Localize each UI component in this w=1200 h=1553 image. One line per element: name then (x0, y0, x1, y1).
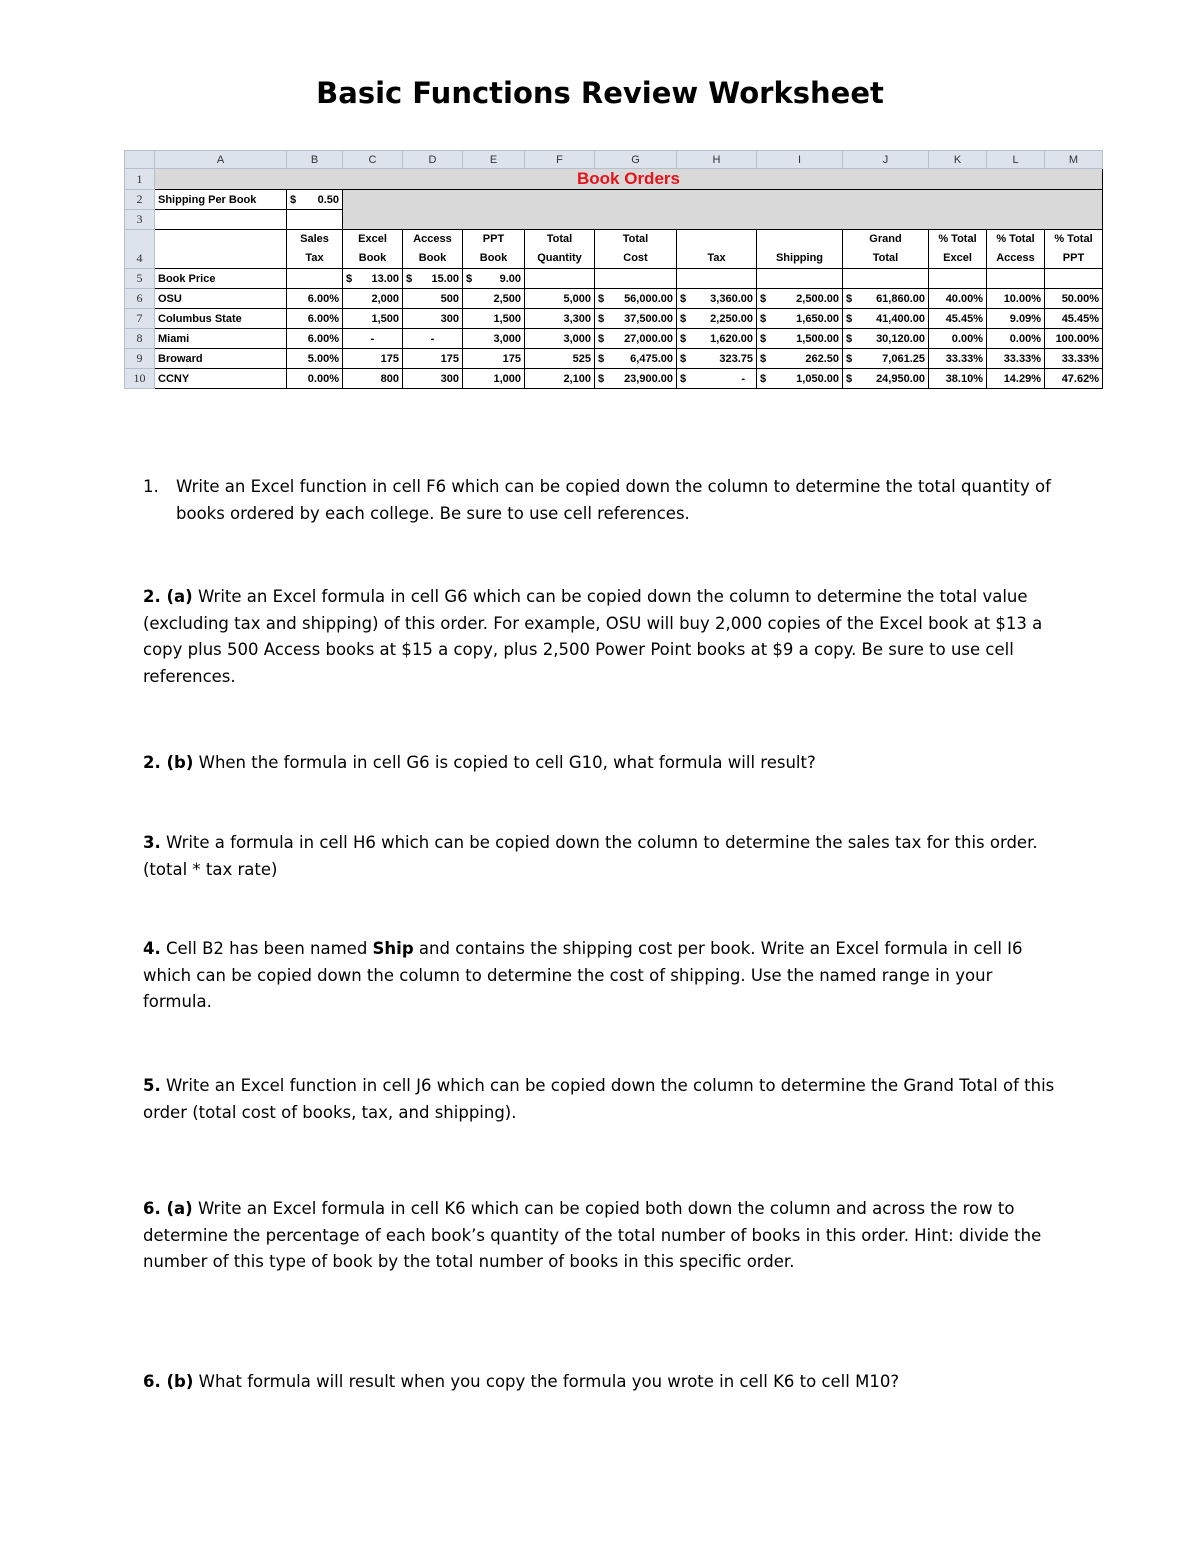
header-line: Book (358, 252, 387, 264)
book-orders-banner[interactable]: Book Orders (155, 169, 1103, 190)
shipping-cell[interactable] (757, 329, 843, 349)
cell[interactable] (843, 269, 929, 289)
shipping-cell[interactable] (757, 289, 843, 309)
question-label: 2. (b) (143, 753, 194, 772)
header-line: % Total (938, 233, 977, 245)
college-row (125, 309, 1103, 329)
ppt-qty-cell[interactable]: 175 (463, 349, 525, 369)
question-text: Write an Excel function in cell J6 which can be copied down the column to determine the Grand Total of this order (total cost of books, tax, and shipping). (143, 1076, 1055, 1122)
column-header[interactable]: A (155, 151, 287, 169)
pct-excel-cell[interactable]: 40.00% (929, 289, 987, 309)
book-price-label[interactable]: Book Price (155, 269, 287, 289)
currency-symbol: $ (846, 372, 853, 385)
pct-excel-cell[interactable]: 45.45% (929, 309, 987, 329)
header-line: % Total (1054, 233, 1093, 245)
column-header-row (125, 151, 1103, 169)
header-line: Access (996, 252, 1035, 264)
currency-symbol: $ (680, 372, 687, 385)
currency-symbol: $ (598, 332, 605, 345)
tax-cell[interactable] (677, 349, 757, 369)
currency-symbol: $ (760, 352, 767, 365)
header-cell[interactable] (463, 230, 525, 269)
excel-qty-cell[interactable]: 175 (343, 349, 403, 369)
sheet-row-4 (125, 230, 1103, 269)
question-2b (143, 750, 1063, 777)
access-qty-cell[interactable]: - (403, 329, 463, 349)
currency-symbol: $ (846, 332, 853, 345)
question-text: and contains the shipping cost per book. Write an Excel formula in cell I6 which can be copied down the column to determine the cost of shipping. Use the named range in your formula. (143, 939, 1023, 1011)
pct-excel-cell[interactable]: 38.10% (929, 369, 987, 389)
pct-access-cell[interactable]: 10.00% (987, 289, 1045, 309)
tax-cell[interactable] (677, 289, 757, 309)
amount: 2,250.00 (710, 312, 753, 325)
question-6a (143, 1196, 1063, 1276)
tax-cell[interactable] (677, 329, 757, 349)
college-row (125, 349, 1103, 369)
spreadsheet (124, 150, 1103, 389)
access-qty-cell[interactable]: 300 (403, 369, 463, 389)
select-all-corner[interactable] (125, 151, 155, 169)
currency-symbol: $ (598, 292, 605, 305)
header-line: Cost (623, 252, 648, 264)
excel-qty-cell[interactable]: 800 (343, 369, 403, 389)
header-line: Book (479, 252, 508, 264)
header-line: Total (622, 233, 649, 245)
shipping-cell[interactable] (757, 309, 843, 329)
price-amount: 13.00 (371, 272, 399, 285)
header-line: Tax (305, 252, 324, 264)
total-quantity-cell[interactable]: 3,000 (525, 329, 595, 349)
currency-symbol: $ (680, 292, 687, 305)
currency-symbol: $ (846, 312, 853, 325)
currency-symbol: $ (466, 272, 473, 285)
sales-tax-cell[interactable]: 5.00% (287, 349, 343, 369)
total-cost-cell[interactable] (595, 309, 677, 329)
sheet-row-2 (125, 190, 1103, 210)
question-text: When the formula in cell G6 is copied to cell G10, what formula will result? (193, 753, 816, 772)
shipping-cell[interactable] (757, 349, 843, 369)
college-name-cell[interactable]: Miami (155, 329, 287, 349)
question-text: Write an Excel formula in cell G6 which can be copied down the column to determine the total value (excluding tax and shipping) of this order. For example, OSU will buy 2,000 copies of the Excel book at $13 a copy plus 500 Access books at $15 a copy, plus 2,500 Power Point books at $9 a copy. Be sure to use cell references. (143, 587, 1043, 686)
shipping-amount: 0.50 (317, 193, 339, 206)
sales-tax-cell[interactable]: 6.00% (287, 289, 343, 309)
column-header[interactable]: B (287, 151, 343, 169)
header-line: Excel (943, 252, 972, 264)
question-2a (143, 584, 1063, 690)
amount: 262.50 (805, 352, 839, 365)
shipping-cell[interactable] (757, 369, 843, 389)
currency-symbol: $ (598, 372, 605, 385)
total-quantity-cell[interactable]: 525 (525, 349, 595, 369)
college-name-cell[interactable]: Broward (155, 349, 287, 369)
header-cell[interactable] (525, 230, 595, 269)
tax-cell[interactable] (677, 309, 757, 329)
header-cell[interactable] (403, 230, 463, 269)
sheet-row-5 (125, 269, 1103, 289)
tax-cell[interactable] (677, 369, 757, 389)
amount: 27,000.00 (624, 332, 673, 345)
header-cell[interactable] (843, 230, 929, 269)
column-header[interactable]: M (1045, 151, 1103, 169)
currency-symbol: $ (846, 292, 853, 305)
question-label: 5. (143, 1076, 161, 1095)
college-name-cell[interactable]: OSU (155, 289, 287, 309)
cell[interactable] (757, 269, 843, 289)
currency-symbol: $ (680, 312, 687, 325)
question-text: Cell B2 has been named (160, 939, 373, 958)
question-4 (143, 936, 1063, 1016)
header-line (760, 230, 839, 249)
header-cell[interactable] (287, 230, 343, 269)
amount: 30,120.00 (876, 332, 925, 345)
named-range-ship: Ship (372, 939, 414, 958)
currency-symbol: $ (680, 332, 687, 345)
column-header[interactable]: E (463, 151, 525, 169)
header-cell[interactable] (987, 230, 1045, 269)
header-line: Total (872, 252, 899, 264)
currency-symbol: $ (846, 352, 853, 365)
header-line: Grand (869, 233, 902, 245)
college-row (125, 369, 1103, 389)
question-label: 3. (143, 833, 161, 852)
question-label: 4. (143, 939, 161, 958)
row-header[interactable]: 2 (125, 190, 155, 210)
amount: 3,360.00 (710, 292, 753, 305)
access-qty-cell[interactable]: 300 (403, 309, 463, 329)
cell[interactable] (287, 210, 343, 230)
header-line: Excel (358, 233, 387, 245)
shipping-label-cell[interactable]: Shipping Per Book (155, 190, 287, 210)
currency-symbol: $ (346, 272, 353, 285)
question-text: Write an Excel function in cell F6 which can be copied down the column to determine the total quantity of books ordered by each college. Be sure to use cell references. (176, 477, 1051, 523)
amount: - (741, 372, 745, 385)
currency-symbol: $ (760, 372, 767, 385)
excel-qty-cell[interactable]: 2,000 (343, 289, 403, 309)
column-header[interactable]: F (525, 151, 595, 169)
currency-symbol: $ (680, 352, 687, 365)
row-header[interactable]: 4 (125, 230, 155, 269)
sales-tax-cell[interactable]: 6.00% (287, 329, 343, 349)
header-cell[interactable] (343, 230, 403, 269)
header-line: % Total (996, 233, 1035, 245)
row-header[interactable]: 7 (125, 309, 155, 329)
pct-excel-cell[interactable]: 33.33% (929, 349, 987, 369)
access-price-cell[interactable] (403, 269, 463, 289)
amount: 61,860.00 (876, 292, 925, 305)
question-5 (143, 1073, 1063, 1126)
total-quantity-cell[interactable]: 2,100 (525, 369, 595, 389)
header-line: Quantity (537, 252, 582, 264)
amount: 2,500.00 (796, 292, 839, 305)
header-cell[interactable] (677, 230, 757, 269)
column-header[interactable]: D (403, 151, 463, 169)
pct-access-cell[interactable]: 9.09% (987, 309, 1045, 329)
total-cost-cell[interactable] (595, 289, 677, 309)
total-cost-cell[interactable] (595, 329, 677, 349)
column-header[interactable]: J (843, 151, 929, 169)
total-quantity-cell[interactable]: 3,300 (525, 309, 595, 329)
question-text: Write a formula in cell H6 which can be copied down the column to determine the sales tax for this order. (total * tax rate) (143, 833, 1038, 879)
row-header[interactable]: 5 (125, 269, 155, 289)
question-1 (143, 474, 1063, 527)
ppt-price-cell[interactable] (463, 269, 525, 289)
total-quantity-cell[interactable]: 5,000 (525, 289, 595, 309)
amount: 23,900.00 (624, 372, 673, 385)
ppt-qty-cell[interactable]: 3,000 (463, 329, 525, 349)
amount: 56,000.00 (624, 292, 673, 305)
currency-symbol: $ (598, 352, 605, 365)
header-line: Sales (300, 233, 329, 245)
college-row (125, 289, 1103, 309)
total-cost-cell[interactable] (595, 349, 677, 369)
currency-symbol: $ (406, 272, 413, 285)
gray-block[interactable] (343, 190, 1103, 230)
amount: 37,500.00 (624, 312, 673, 325)
question-label: 6. (a) (143, 1199, 193, 1218)
amount: 6,475.00 (630, 352, 673, 365)
question-6b (143, 1369, 1063, 1396)
pct-ppt-cell[interactable]: 50.00% (1045, 289, 1103, 309)
column-header[interactable]: L (987, 151, 1045, 169)
pct-ppt-cell[interactable]: 45.45% (1045, 309, 1103, 329)
currency-symbol: $ (290, 193, 297, 206)
college-name-cell[interactable]: Columbus State (155, 309, 287, 329)
column-header[interactable]: I (757, 151, 843, 169)
cell[interactable] (287, 269, 343, 289)
access-qty-cell[interactable]: 175 (403, 349, 463, 369)
amount: 1,650.00 (796, 312, 839, 325)
cell[interactable] (987, 269, 1045, 289)
currency-symbol: $ (760, 292, 767, 305)
header-line: PPT (1062, 252, 1085, 264)
price-amount: 9.00 (499, 272, 521, 285)
amount: 7,061.25 (882, 352, 925, 365)
sales-tax-cell[interactable]: 0.00% (287, 369, 343, 389)
question-number: 1. (143, 477, 159, 496)
currency-symbol: $ (760, 312, 767, 325)
currency-symbol: $ (598, 312, 605, 325)
row-header[interactable]: 8 (125, 329, 155, 349)
row-header[interactable]: 6 (125, 289, 155, 309)
ppt-qty-cell[interactable]: 2,500 (463, 289, 525, 309)
shipping-value-cell[interactable] (287, 190, 343, 210)
pct-access-cell[interactable]: 14.29% (987, 369, 1045, 389)
amount: 1,050.00 (796, 372, 839, 385)
cell[interactable] (595, 269, 677, 289)
pct-excel-cell[interactable]: 0.00% (929, 329, 987, 349)
amount: 41,400.00 (876, 312, 925, 325)
amount: 1,620.00 (710, 332, 753, 345)
column-header[interactable]: C (343, 151, 403, 169)
grand-total-cell[interactable] (843, 329, 929, 349)
header-cell[interactable] (757, 230, 843, 269)
row-header[interactable]: 3 (125, 210, 155, 230)
amount: 323.75 (719, 352, 753, 365)
column-header[interactable]: K (929, 151, 987, 169)
pct-access-cell[interactable]: 33.33% (987, 349, 1045, 369)
amount: 1,500.00 (796, 332, 839, 345)
pct-ppt-cell[interactable]: 47.62% (1045, 369, 1103, 389)
question-label: 6. (b) (143, 1372, 194, 1391)
question-text: What formula will result when you copy the formula you wrote in cell K6 to cell M10? (193, 1372, 900, 1391)
college-name-cell[interactable]: CCNY (155, 369, 287, 389)
sheet-row-1 (125, 169, 1103, 190)
header-line: Total (546, 233, 573, 245)
ppt-qty-cell[interactable]: 1,000 (463, 369, 525, 389)
grand-total-cell[interactable] (843, 309, 929, 329)
header-cell[interactable] (1045, 230, 1103, 269)
column-header[interactable]: G (595, 151, 677, 169)
excel-qty-cell[interactable]: 1,500 (343, 309, 403, 329)
total-cost-cell[interactable] (595, 369, 677, 389)
amount: 24,950.00 (876, 372, 925, 385)
page-title: Basic Functions Review Worksheet (316, 76, 884, 110)
header-cell[interactable] (929, 230, 987, 269)
grand-total-cell[interactable] (843, 369, 929, 389)
question-3 (143, 830, 1063, 883)
grand-total-cell[interactable] (843, 289, 929, 309)
header-cell[interactable] (595, 230, 677, 269)
header-line: Tax (707, 252, 726, 264)
question-text: Write an Excel formula in cell K6 which can be copied both down the column and across the row to determine the percentage of each book’s quantity of the total number of books in this order. Hint: divide the number of this type of book by the total number of books in this specific order. (143, 1199, 1042, 1271)
pct-access-cell[interactable]: 0.00% (987, 329, 1045, 349)
grand-total-cell[interactable] (843, 349, 929, 369)
cell[interactable] (929, 269, 987, 289)
price-amount: 15.00 (431, 272, 459, 285)
question-label: 2. (a) (143, 587, 193, 606)
row-header[interactable]: 9 (125, 349, 155, 369)
access-qty-cell[interactable]: 500 (403, 289, 463, 309)
sales-tax-cell[interactable]: 6.00% (287, 309, 343, 329)
cell[interactable] (525, 269, 595, 289)
row-header[interactable]: 10 (125, 369, 155, 389)
header-line: Book (418, 252, 447, 264)
excel-qty-cell[interactable]: - (343, 329, 403, 349)
header-line: PPT (482, 233, 505, 245)
pct-ppt-cell[interactable]: 100.00% (1045, 329, 1103, 349)
header-line: Access (413, 233, 452, 245)
cell[interactable] (1045, 269, 1103, 289)
row-header[interactable]: 1 (125, 169, 155, 190)
cell[interactable] (155, 210, 287, 230)
ppt-qty-cell[interactable]: 1,500 (463, 309, 525, 329)
pct-ppt-cell[interactable]: 33.33% (1045, 349, 1103, 369)
cell[interactable] (677, 269, 757, 289)
currency-symbol: $ (760, 332, 767, 345)
excel-price-cell[interactable] (343, 269, 403, 289)
college-row (125, 329, 1103, 349)
header-line: Shipping (775, 252, 824, 264)
cell[interactable] (155, 230, 287, 269)
column-header[interactable]: H (677, 151, 757, 169)
header-line (680, 230, 753, 249)
